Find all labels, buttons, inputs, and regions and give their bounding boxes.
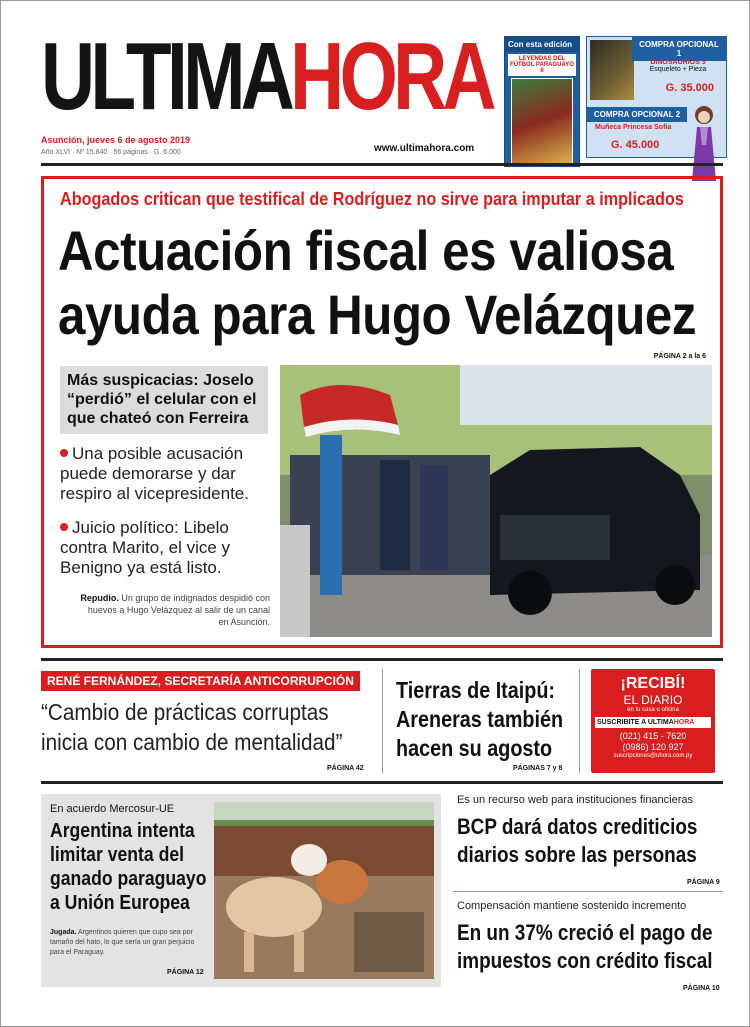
story-divider bbox=[453, 891, 723, 892]
album-cover-image bbox=[511, 78, 573, 164]
argentina-page-ref: PÁGINA 12 bbox=[167, 969, 204, 976]
promo-edition-header: Con esta edición bbox=[505, 37, 579, 52]
masthead-rule bbox=[41, 163, 723, 166]
optional2-header: COMPRA OPCIONAL 2 bbox=[587, 107, 687, 122]
optional2-price: G. 45.000 bbox=[611, 139, 660, 151]
main-bullet-2[interactable]: Juicio político: Libelo contra Marito, el vice y Benigno ya está listo. bbox=[60, 518, 231, 577]
bullet-dot-icon bbox=[60, 449, 68, 457]
dateline: Asunción, jueves 6 de agosto 2019 bbox=[41, 135, 191, 145]
bullet-dot-icon bbox=[60, 523, 68, 531]
argentina-kicker: En acuerdo Mercosur-UE bbox=[50, 803, 175, 815]
section-rule-3 bbox=[41, 781, 723, 784]
bcp-headline[interactable]: BCP dará datos crediticios diarios sobre las personas bbox=[457, 814, 698, 867]
optional1-text: DINOSAURIOS 3 Esqueleto + Pieza bbox=[649, 59, 707, 73]
main-story bbox=[41, 176, 723, 648]
cattle-photo[interactable] bbox=[214, 802, 434, 979]
tax-kicker: Compensación mantiene sostenido incremento bbox=[457, 900, 687, 912]
main-photo-caption: Repudio. Un grupo de indignados despidió con huevos a Hugo Velázquez al salir de un canal en Asunción. bbox=[80, 593, 270, 627]
interview-page-ref: PÁGINA 42 bbox=[327, 765, 364, 772]
argentina-headline[interactable]: Argentina intenta limitar venta del ganado paraguayo a Unión Europea bbox=[50, 820, 207, 914]
bcp-kicker: Es un recurso web para instituciones financieras bbox=[457, 794, 694, 806]
website-link[interactable]: www.ultimahora.com bbox=[374, 143, 475, 154]
interview-quote[interactable]: “Cambio de prácticas corruptas inicia con cambio de mentalidad” bbox=[41, 699, 343, 755]
column-divider bbox=[382, 669, 383, 773]
optional1-price: G. 35.000 bbox=[665, 82, 714, 94]
main-headline[interactable]: Actuación fiscal es valiosa ayuda para Hugo Velázquez bbox=[58, 219, 697, 346]
interview-tag: RENÉ FERNÁNDEZ, SECRETARÍA ANTICORRUPCIÓN bbox=[41, 671, 360, 691]
column-divider bbox=[579, 669, 580, 773]
itaipu-headline[interactable]: Tierras de Itaipú: Areneras también hacen su agosto bbox=[396, 677, 564, 761]
phone-numbers: (021) 415 - 7620 (0986) 120 927 bbox=[619, 731, 687, 752]
tax-page-ref: PÁGINA 10 bbox=[683, 985, 720, 992]
princess-doll-image bbox=[689, 101, 719, 187]
newspaper-logo[interactable]: ULTIMAHORA bbox=[41, 23, 492, 130]
tax-headline[interactable]: En un 37% creció el pago de impuestos con crédito fiscal bbox=[457, 920, 713, 973]
subscribe-label: SUSCRIBITE A ULTIMAHORA bbox=[595, 717, 711, 728]
bcp-page-ref: PÁGINA 9 bbox=[687, 879, 720, 886]
argentina-caption: Jugada. Argentinos quieren que cupo sea por tamaño del hato, lo que sería un gran perjuicio para el Paraguay. bbox=[50, 929, 195, 956]
itaipu-page-ref: PÁGINAS 7 y 8 bbox=[513, 765, 563, 772]
subscription-email: suscripciones@uhora.com.py bbox=[613, 753, 693, 759]
promo-edition-box[interactable] bbox=[504, 36, 580, 167]
main-photo[interactable] bbox=[280, 365, 712, 637]
section-rule-2 bbox=[41, 658, 723, 661]
main-page-ref: PÁGINA 2 a la 6 bbox=[653, 353, 706, 360]
edition-info: Año XLVI · Nº 15.840 · 56 páginas · G. 6.000 bbox=[41, 149, 181, 156]
main-bullet-1[interactable]: Una posible acusación puede demorarse y dar respiro al vicepresidente. bbox=[60, 444, 249, 503]
main-kicker[interactable]: Abogados critican que testifical de Rodríguez no sirve para imputar a implicados bbox=[60, 189, 684, 209]
subscription-ad[interactable]: ¡RECIBÍ! EL DIARIO en tu casa u oficina SUSCRIBITE A ULTIMAHORA (021) 415 - 7620 (0986) 120 927 suscripciones@uhora.com.py bbox=[591, 669, 715, 773]
optional2-item: Muñeca Princesa Sofía bbox=[595, 124, 672, 131]
main-sidebar-box[interactable]: Más suspicacias: Joselo “perdió” el celular con el que chateó con Ferreira bbox=[60, 366, 268, 434]
argentina-story bbox=[41, 794, 441, 987]
dinosaur-toy-image bbox=[590, 40, 634, 100]
optional1-header: COMPRA OPCIONAL 1 bbox=[632, 37, 726, 61]
promo-edition-title: LEYENDAS DEL FÚTBOL PARAGUAYO II bbox=[508, 54, 576, 76]
